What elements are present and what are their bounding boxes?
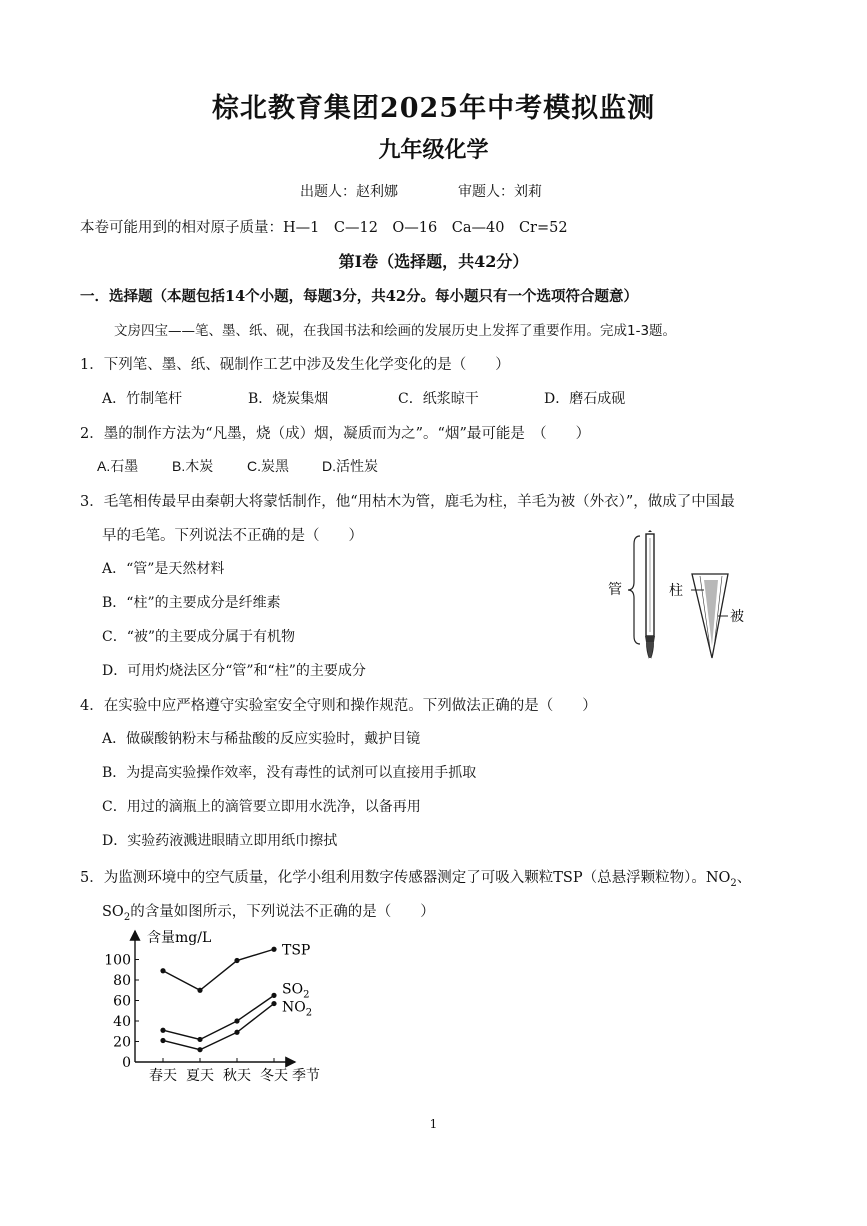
q2-option-c: C.炭黑 bbox=[247, 458, 289, 474]
data-point-no2 bbox=[160, 1038, 165, 1043]
atomic-mass-line: 本卷可能用到的相对原子质量：H—1 C—12 O—16 Ca—40 Cr=52 bbox=[80, 220, 568, 236]
y-tick-label: 100 bbox=[104, 952, 131, 969]
brush-figure bbox=[600, 528, 760, 663]
q4-option-d: D．实验药液溅进眼睛立即用纸巾擦拭 bbox=[102, 833, 338, 849]
data-point-so2 bbox=[271, 993, 276, 998]
series-line-so2 bbox=[163, 995, 274, 1039]
data-point-tsp bbox=[197, 988, 202, 993]
figure-label-zhu: 柱 bbox=[669, 583, 683, 599]
question-5-stem-line-1: 5．为监测环境中的空气质量，化学小组利用数字传感器测定了可吸入颗粒TSP（总悬浮颗粒物）。$NO_2$、 bbox=[80, 870, 752, 889]
series-line-tsp bbox=[163, 949, 274, 990]
q3-option-b: B．“柱”的主要成分是纤维素 bbox=[102, 595, 281, 611]
series-label-so2: $SO_2$ bbox=[282, 981, 310, 1001]
q1-option-a: A．竹制笔杆 bbox=[102, 391, 183, 407]
question-1-stem: 1．下列笔、墨、纸、砚制作工艺中涉及发生化学变化的是（ ） bbox=[80, 357, 510, 373]
q4-option-b: B．为提高实验操作效率，没有毒性的试剂可以直接用手抓取 bbox=[102, 765, 477, 781]
data-point-so2 bbox=[160, 1028, 165, 1033]
data-point-no2 bbox=[234, 1030, 239, 1035]
q1-option-c: C．纸浆晾干 bbox=[398, 391, 479, 407]
figure-label-bei: 被 bbox=[730, 609, 744, 625]
volume-heading: 第Ⅰ卷（选择题，共42分） bbox=[338, 252, 529, 271]
reviewer-label: 审题人：刘莉 bbox=[458, 184, 542, 200]
data-point-so2 bbox=[197, 1037, 202, 1042]
data-point-no2 bbox=[197, 1047, 202, 1052]
data-point-tsp bbox=[271, 947, 276, 952]
q2-option-a: A.石墨 bbox=[97, 458, 139, 474]
data-point-so2 bbox=[234, 1018, 239, 1023]
series-label-tsp: TSP bbox=[282, 942, 311, 959]
y-tick-label: 60 bbox=[113, 993, 131, 1010]
air-quality-chart bbox=[95, 925, 335, 1090]
section-heading: 一．选择题（本题包括14个小题，每题3分，共42分。每小题只有一个选项符合题意） bbox=[80, 288, 638, 305]
question-3-stem-line-2: 早的毛笔。下列说法不正确的是（ ） bbox=[102, 528, 363, 544]
data-point-tsp bbox=[160, 968, 165, 973]
question-5-stem-line-2: $SO_2$的含量如图所示，下列说法不正确的是（ ） bbox=[102, 904, 435, 923]
page-number: 1 bbox=[429, 1117, 438, 1131]
y-axis-label: 含量mg/L bbox=[147, 930, 212, 946]
x-tick-label: 冬天 bbox=[260, 1068, 288, 1084]
x-tick-label: 秋天 bbox=[223, 1068, 251, 1084]
question-2-stem: 2．墨的制作方法为“凡墨，烧（成）烟，凝质而为之”。“烟”最可能是 （ ） bbox=[80, 426, 591, 442]
series-label-no2: $NO_2$ bbox=[282, 999, 313, 1019]
x-axis-label: 季节 bbox=[292, 1068, 320, 1084]
section-intro: 文房四宝——笔、墨、纸、砚，在我国书法和绘画的发展历史上发挥了重要作用。完成1-3题。 bbox=[114, 323, 677, 339]
author-label: 出题人：赵利娜 bbox=[300, 184, 398, 200]
page-title: 棕北教育集团2025年中考模拟监测 bbox=[211, 93, 656, 124]
y-tick-label: 80 bbox=[113, 973, 131, 989]
data-point-no2 bbox=[271, 1001, 276, 1006]
x-tick-label: 夏天 bbox=[186, 1068, 214, 1084]
y-tick-label: 40 bbox=[113, 1014, 131, 1030]
q4-option-c: C．用过的滴瓶上的滴管要立即用水洗净，以备再用 bbox=[102, 799, 421, 815]
question-3-stem-line-1: 3．毛笔相传最早由秦朝大将蒙恬制作，他“用枯木为管，鹿毛为柱，羊毛为被（外衣）”，做成了中国最 bbox=[80, 494, 735, 510]
y-tick-label: 20 bbox=[113, 1034, 131, 1051]
data-point-tsp bbox=[234, 958, 239, 963]
page-subtitle: 九年级化学 bbox=[378, 137, 489, 163]
q1-option-d: D．磨石成砚 bbox=[544, 391, 626, 407]
question-4-stem: 4．在实验中应严格遵守实验室安全守则和操作规范。下列做法正确的是（ ） bbox=[80, 698, 597, 714]
authors-line bbox=[300, 181, 542, 201]
series-line-no2 bbox=[163, 1004, 274, 1050]
q3-option-a: A．“管”是天然材料 bbox=[102, 561, 225, 577]
q1-option-b: B．烧炭集烟 bbox=[248, 391, 329, 407]
x-tick-label: 春天 bbox=[149, 1068, 177, 1084]
q2-option-d: D.活性炭 bbox=[322, 458, 378, 474]
y-tick-label: 0 bbox=[122, 1055, 131, 1071]
q4-option-a: A．做碳酸钠粉末与稀盐酸的反应实验时，戴护目镜 bbox=[102, 731, 421, 747]
q3-option-d: D．可用灼烧法区分“管”和“柱”的主要成分 bbox=[102, 663, 366, 679]
figure-label-guan: 管 bbox=[608, 582, 622, 598]
q3-option-c: C．“被”的主要成分属于有机物 bbox=[102, 629, 296, 645]
q2-option-b: B.木炭 bbox=[172, 458, 214, 474]
